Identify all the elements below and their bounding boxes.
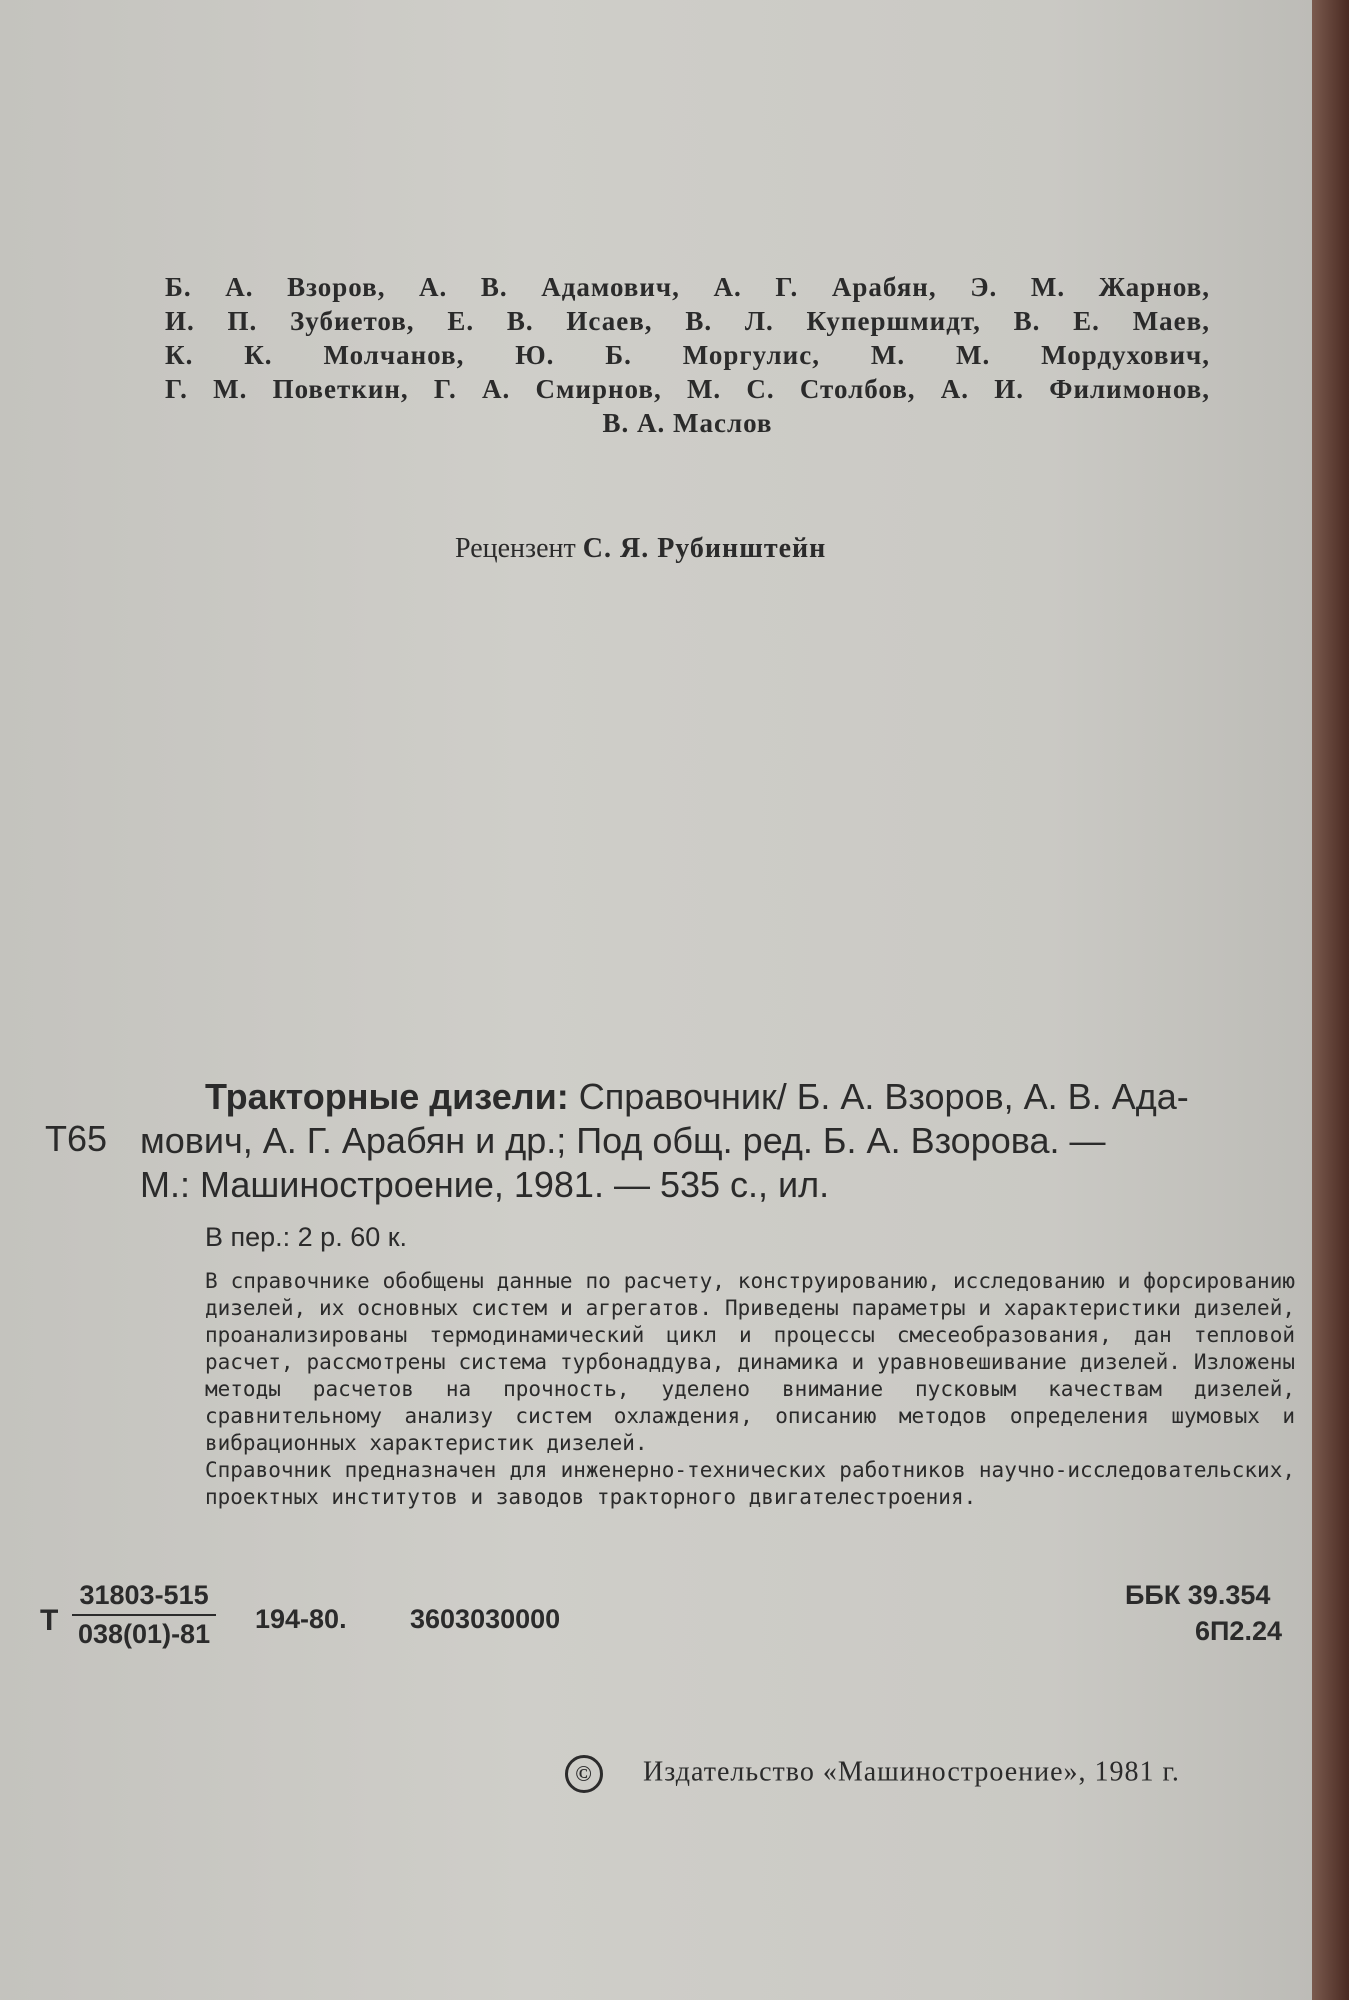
biblio-line-1 <box>140 1075 1230 1119</box>
reviewer-name: С. Я. Рубинштейн <box>582 533 827 564</box>
price: В пер.: 2 р. 60 к. <box>205 1222 408 1252</box>
classification-code: Т65 <box>45 1118 108 1159</box>
classifier-numerator: 31803-515 <box>72 1580 216 1616</box>
classifier-fraction <box>72 1580 216 1650</box>
authors-block <box>165 270 1210 440</box>
authors-line: К. К. Молчанов, Ю. Б. Моргулис, М. М. Мордухович, <box>165 340 1210 370</box>
bbk-code: ББК 39.354 <box>1125 1580 1271 1610</box>
classifier-code-2: 194-80. <box>255 1604 347 1634</box>
annotation <box>205 1268 1295 1511</box>
classifier-t-letter: Т <box>40 1604 59 1637</box>
book-title: Тракторные дизели: <box>205 1076 569 1117</box>
classifier-code-3: 3603030000 <box>410 1604 561 1634</box>
authors-line: И. П. Зубиетов, Е. В. Исаев, В. Л. Купершмидт, В. Е. Маев, <box>165 306 1210 336</box>
annotation-paragraph: Справочник предназначен для инженерно-технических работников научно-исследовательских, проектных институтов и заводов тракторного двигателестроения. <box>205 1458 1295 1509</box>
copyright-icon: © <box>565 1755 603 1793</box>
copyright <box>565 1755 1180 1793</box>
biblio-line-2: мович, А. Г. Арабян и др.; Под общ. ред. Б. А. Взорова. — <box>140 1120 1106 1161</box>
authors-last-line: В. А. Маслов <box>602 408 773 438</box>
annotation-paragraph: В справочнике обобщены данные по расчету, конструированию, исследованию и форсированию дизелей, их основных систем и агрегатов. Приведены параметры и характеристики дизелей, проанализированы термодинамический цикл и процессы смесеобразования, дан тепловой расчет, рассмотрены система турбонаддува, динамика и уравновешивание дизелей. Изложены методы расчетов на прочность, уделено внимание пусковым качествам дизелей, сравнительному анализу систем охлаждения, описанию методов определения шумовых и вибрационных характеристик дизелей. <box>205 1269 1295 1455</box>
classifier-codes <box>40 1580 1290 1660</box>
bbk-code-2: 6П2.24 <box>1195 1616 1282 1646</box>
authors-line: Г. М. Поветкин, Г. А. Смирнов, М. С. Столбов, А. И. Филимонов, <box>165 374 1210 404</box>
biblio-line-3: М.: Машиностроение, 1981. — 535 с., ил. <box>140 1164 830 1205</box>
bibliographic-record <box>140 1075 1230 1207</box>
copyright-text: Издательство «Машиностроение», 1981 г. <box>643 1756 1180 1788</box>
book-edge <box>1312 0 1349 2000</box>
classifier-denominator: 038(01)-81 <box>78 1619 211 1649</box>
authors-line: Б. А. Взоров, А. В. Адамович, А. Г. Арабян, Э. М. Жарнов, <box>165 272 1210 302</box>
reviewer <box>455 533 826 565</box>
reviewer-label: Рецензент <box>455 533 576 564</box>
biblio-line-1-rest: Справочник/ Б. А. Взоров, А. В. Ада- <box>568 1076 1189 1117</box>
